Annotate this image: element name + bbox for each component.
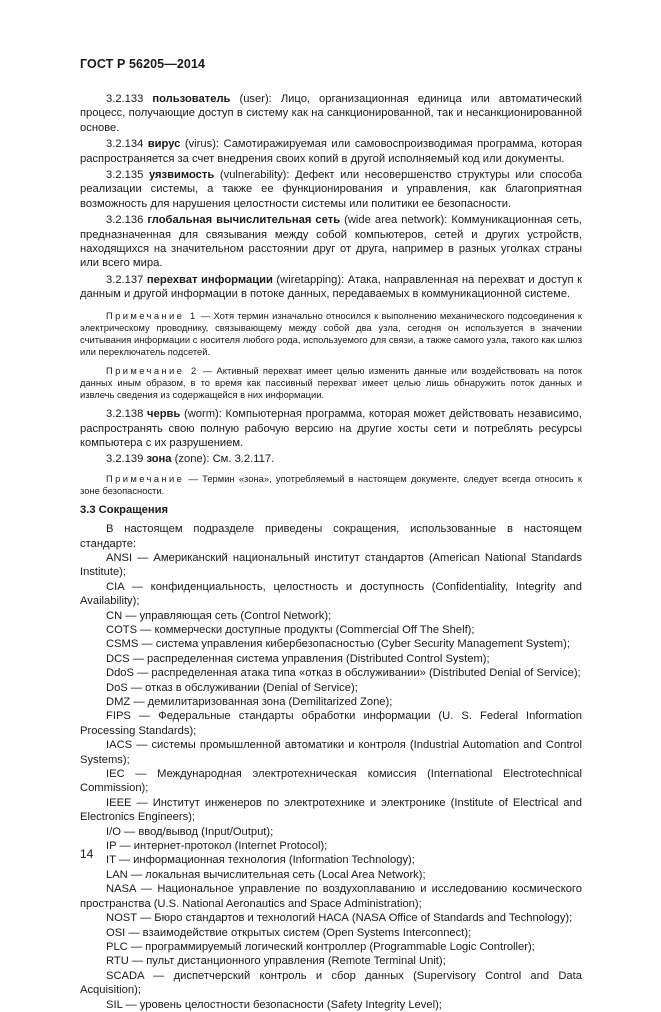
definition-3-2-136 [80, 213, 582, 271]
note-label: Примечание 2 [106, 364, 199, 376]
definition-number: 3.2.133 [106, 93, 144, 105]
abbreviation-item: PLC — программируемый логический контроллер (Programmable Logic Controller); [106, 940, 535, 953]
definition-number: 3.2.135 [106, 169, 144, 182]
document-header: ГОСТ Р 56205—2014 [80, 57, 206, 71]
definition-text: (worm): Компьютерная программа, которая может действовать независимо, распространять свою полную рабочую версию на другие хосты сети и потреблять ресурсы компьютера с их разрушением. [80, 408, 583, 449]
definition-3-2-134 [80, 137, 582, 166]
definition-text: (virus): Самотиражируемая или самовоспроизводимая программа, которая распространяется за счет внедрения своих копий в другой исполняемый код или документы. [80, 138, 582, 165]
definition-3-2-139 [80, 452, 582, 466]
abbreviation-item: CSMS — система управления кибербезопасностью (Cyber Security Management System); [106, 638, 570, 651]
abbreviation-list [80, 551, 582, 1012]
abbreviation-item: RTU — пульт дистанционного управления (Remote Terminal Unit); [106, 955, 446, 968]
abbreviation-item: NASA — Национальное управление по воздухоплаванию и исследованию космического пространства (U.S. National Aeronautics and Space Administration); [80, 883, 582, 910]
note-label: Примечание 1 [106, 309, 198, 321]
abbreviation-item: CN — управляющая сеть (Control Network); [106, 609, 332, 622]
abbreviation-item: I/O — ввод/вывод (Input/Output); [106, 825, 274, 838]
definition-3-2-137 [80, 273, 582, 302]
abbreviation-item: COTS — коммерчески доступные продукты (Commercial Off The Shelf); [106, 623, 475, 636]
definition-text: (wide area network): Коммуникационная сеть, предназначенная для связывания между собой компьютеров, сетей и других устройств, находящихся на значительном расстоянии друг от друга, например в разных уголках страны или всего мира. [80, 214, 583, 270]
note-3 [80, 473, 582, 497]
abbreviation-item: ANSI — Американский национальный институт стандартов (American National Standards Institute); [80, 551, 582, 579]
note-text: — Хотя термин изначально относился к выполнению механического подсоединения к электрическому проводнику, связывающему между собой два узла, сегодня он используется в значении считывания информации с носителя любого рода, используемого для связи, а также самого узла, такого как шлюз или переключатель подсетей. [80, 309, 583, 358]
abbreviation-item: CIA — конфиденциальность, целостность и доступность (Confidentiality, Integrity and Availability); [80, 580, 582, 608]
definition-text: (wiretapping): Атака, направленная на перехват и доступ к данным и другой информации в потоке данных, передаваемых в коммуникационной системе. [80, 273, 582, 301]
abbreviation-item: DCS — распределенная система управления (Distributed Control System); [106, 652, 490, 665]
abbreviation-item: IP — интернет-протокол (Internet Protocol); [106, 840, 328, 853]
definition-text: (zone): См. 3.2.117. [171, 453, 275, 466]
abbreviation-item: OSI — взаимодействие открытых систем (Open Systems Interconnect); [106, 926, 472, 939]
definition-text: (user): Лицо, организационная единица или автоматический процесс, получающие доступ в систему как на санкционированной, так и несанкционированной основе. [80, 93, 583, 134]
abbreviation-item: IT — информационная технология (Information Technology); [106, 854, 415, 867]
abbreviation-item: DdoS — распределенная атака типа «отказ в обслуживании» (Distributed Denial of Service); [106, 667, 581, 680]
definition-number: 3.2.139 [106, 453, 144, 466]
note-text: — Активный перехват имеет целью изменить данные или воздействовать на поток данных иным образом, в то время как пассивный перехват имеет целью лишь обнаружить поток данных и извлечь сведения из содержащейся в них информации. [80, 364, 582, 400]
note-label: Примечание [106, 472, 185, 484]
definition-3-2-135 [80, 168, 582, 211]
section-intro: В настоящем подразделе приведены сокращения, использованные в настоящем стандарте: [80, 523, 582, 550]
abbreviation-item: DMZ — демилитаризованная зона (Demilitarized Zone); [106, 696, 393, 709]
section-title: 3.3 Сокращения [80, 504, 169, 517]
definition-term: перехват информации [146, 273, 273, 286]
abbreviation-item: SCADA — диспетчерский контроль и сбор данных (Supervisory Control and Data Acquisition); [80, 969, 582, 997]
definition-number: 3.2.138 [106, 408, 144, 421]
definition-number: 3.2.136 [106, 214, 144, 227]
abbreviation-item: SIL — уровень целостности безопасности (Safety Integrity Level); [106, 998, 442, 1011]
abbreviation-item: NOST — Бюро стандартов и технологий НАСА (NASA Office of Standards and Technology); [106, 912, 573, 925]
definition-number: 3.2.134 [106, 138, 144, 151]
abbreviation-item: IEEE — Институт инженеров по электротехнике и электронике (Institute of Electrical and Electronics Engineers); [80, 796, 582, 824]
definition-text: (vulnerability): Дефект или несовершенство структуры или способа реализации системы, а также ее функционирования и управления, как благоприятная возможность для нарушения целостности системы или политики ее безопасности. [80, 169, 582, 210]
definition-number: 3.2.137 [106, 273, 144, 286]
definition-term: пользователь [152, 93, 231, 105]
abbreviation-item: LAN — локальная вычислительная сеть (Local Area Network); [106, 868, 426, 881]
definition-term: червь [147, 408, 181, 421]
abbreviation-item: FIPS — Федеральные стандарты обработки информации (U. S. Federal Information Processing Standards); [80, 710, 582, 737]
page-number: 14 [80, 847, 94, 861]
abbreviation-item: IACS — системы промышленной автоматики и контроля (Industrial Automation and Control Systems); [80, 739, 582, 766]
definition-term: глобальная вычислительная сеть [147, 214, 341, 227]
definition-term: вирус [147, 138, 181, 151]
abbreviation-item: IEC — Международная электротехническая комиссия (International Electrotechnical Commission); [80, 768, 582, 795]
definition-term: зона [146, 453, 172, 466]
note-2 [80, 365, 582, 402]
note-text: — Термин «зона», употребляемый в настоящем документе, следует всегда относить к зоне безопасности. [80, 472, 582, 496]
page-body [80, 92, 582, 1012]
definition-3-2-138 [80, 407, 582, 450]
definition-term: уязвимость [148, 169, 215, 182]
definition-3-2-133 [80, 92, 582, 135]
note-1 [80, 310, 582, 359]
abbreviation-item: DoS — отказ в обслуживании (Denial of Service); [106, 681, 358, 694]
